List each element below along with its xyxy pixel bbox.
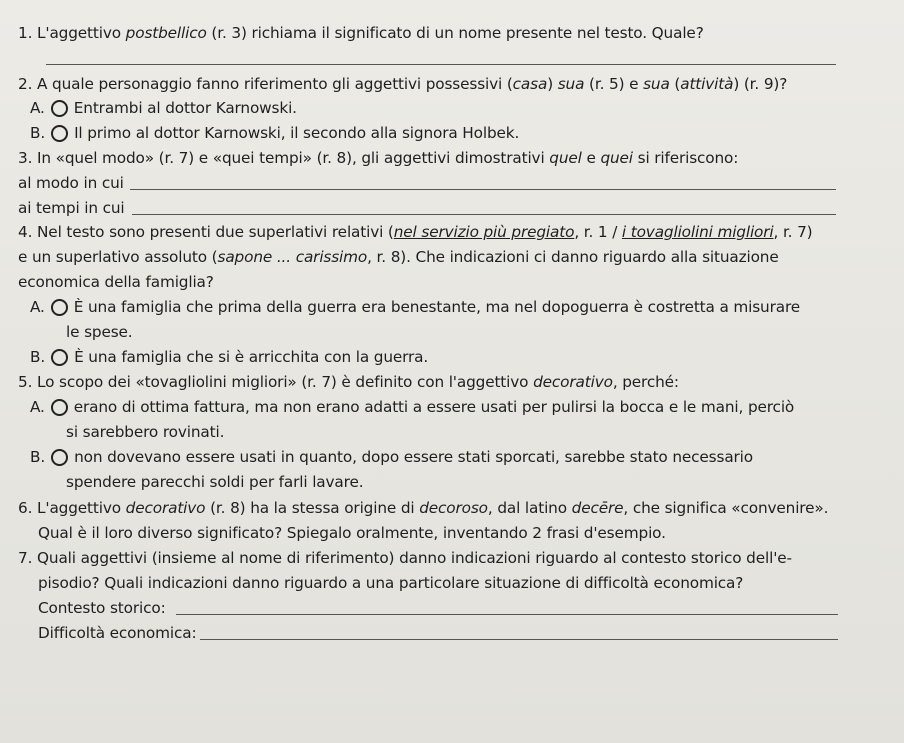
question-5-option-a[interactable]: A. erano di ottima fattura, ma non erano adatti a essere usati per pulirsi la bocca e le mani, perciò (30, 398, 795, 416)
question-5-option-a-cont: si sarebbero rovinati. (66, 423, 225, 441)
question-2: 2. A quale personaggio fanno riferimento gli aggettivi possessivi (casa) sua (r. 5) e sua (attività) (r. 9)? (18, 75, 788, 93)
question-1-answer-line[interactable] (46, 64, 836, 65)
question-2-number: 2. (18, 75, 33, 93)
question-7-answer-line-2[interactable] (200, 639, 838, 640)
question-4-option-a[interactable]: A. È una famiglia che prima della guerra era benestante, ma nel dopoguerra è costretta a misurare (30, 298, 801, 316)
question-7-line-2: pisodio? Quali indicazioni danno riguardo a una particolare situazione di difficoltà economica? (38, 574, 744, 592)
question-2-option-a[interactable]: A. Entrambi al dottor Karnowski. (30, 99, 297, 117)
question-3-line-modo: al modo in cui (18, 174, 124, 192)
radio-circle-icon[interactable] (51, 449, 68, 466)
radio-circle-icon[interactable] (51, 125, 68, 142)
question-4: 4. Nel testo sono presenti due superlativi relativi (nel servizio più pregiato, r. 1 / i tovagliolini migliori, r. 7) (18, 223, 813, 241)
question-3-number: 3. (18, 149, 33, 167)
question-3-line-tempi: ai tempi in cui (18, 199, 125, 217)
question-7-number: 7. (18, 549, 33, 567)
question-4-line-2: e un superlativo assoluto (sapone ... carissimo, r. 8). Che indicazioni ci danno riguardo alla situazione (18, 248, 779, 266)
question-7-field-difficolta: Difficoltà economica: (38, 624, 197, 642)
question-5-option-b[interactable]: B. non dovevano essere usati in quanto, dopo essere stati sporcati, sarebbe stato necessario (30, 448, 753, 466)
radio-circle-icon[interactable] (51, 100, 68, 117)
question-7-answer-line-1[interactable] (176, 614, 838, 615)
question-5-option-b-cont: spendere parecchi soldi per farli lavare. (66, 473, 364, 491)
question-6-line-2: Qual è il loro diverso significato? Spiegalo oralmente, inventando 2 frasi d'esempio. (38, 524, 666, 542)
question-4-line-3: economica della famiglia? (18, 273, 214, 291)
question-4-option-a-cont: le spese. (66, 323, 133, 341)
radio-circle-icon[interactable] (51, 399, 68, 416)
question-4-number: 4. (18, 223, 33, 241)
question-4-option-b[interactable]: B. È una famiglia che si è arricchita con la guerra. (30, 348, 429, 366)
radio-circle-icon[interactable] (51, 299, 68, 316)
question-3-answer-line-2[interactable] (132, 214, 836, 215)
question-3-answer-line-1[interactable] (130, 189, 836, 190)
question-6-number: 6. (18, 499, 33, 517)
question-2-option-b[interactable]: B. Il primo al dottor Karnowski, il secondo alla signora Holbek. (30, 124, 520, 142)
question-3: 3. In «quel modo» (r. 7) e «quei tempi» (r. 8), gli aggettivi dimostrativi quel e quei si riferiscono: (18, 149, 739, 167)
question-7: 7. Quali aggettivi (insieme al nome di riferimento) danno indicazioni riguardo al contesto storico dell'e- (18, 549, 792, 567)
question-1: 1. L'aggettivo postbellico (r. 3) richiama il significato di un nome presente nel testo. Quale? (18, 24, 704, 42)
question-5-number: 5. (18, 373, 33, 391)
question-7-field-contesto: Contesto storico: (38, 599, 166, 617)
question-1-number: 1. (18, 24, 33, 42)
question-5: 5. Lo scopo dei «tovagliolini migliori» (r. 7) è definito con l'aggettivo decorativo, perché: (18, 373, 679, 391)
question-6: 6. L'aggettivo decorativo (r. 8) ha la stessa origine di decoroso, dal latino decēre, che significa «convenire». (18, 499, 829, 517)
radio-circle-icon[interactable] (51, 349, 68, 366)
